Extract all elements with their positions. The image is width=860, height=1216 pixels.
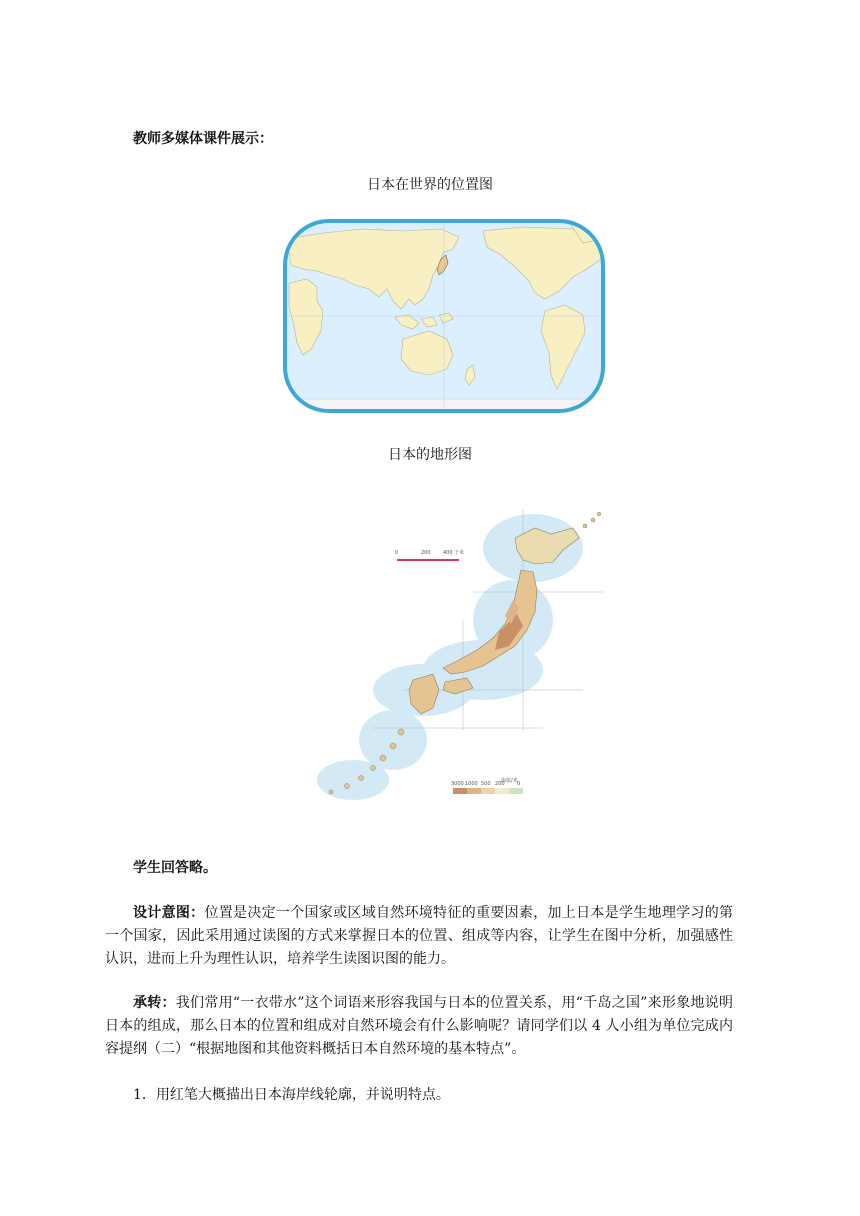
section-heading: 教师多媒体课件展示： [133, 131, 273, 147]
transition-label: 承转： [133, 995, 176, 1011]
legend-value-0: 0 [517, 781, 521, 787]
japan-terrain-map [283, 500, 613, 822]
transition-text: 我们常用“一衣带水”这个词语来形容我国与日本的位置关系，用“千岛之国”来形象地说明日本的组成，那么日本的位置和组成对自然环境会有什么影响呢？请同学们以 4 人小组为单位完成内容提纲（二）“根据地图和其他资料概括日本自然环境的基本特点”。 [105, 995, 733, 1057]
elevation-legend [451, 777, 523, 794]
legend-title: 海拔/米 [501, 778, 518, 784]
world-location-map [283, 219, 605, 413]
legend-value-3000: 3000 [451, 781, 464, 787]
legend-value-1000: 1000 [465, 781, 478, 787]
world-map-caption: 日本在世界的位置图 [367, 177, 493, 193]
scale-label-400: 400 千米 [443, 550, 465, 556]
design-intent-text: 位置是决定一个国家或区域自然环境特征的重要因素，加上日本是学生地理学习的第一个国家，因此采用通过读图的方式来掌握日本的位置、组成等内容，让学生在图中分析，加强感性认识，进而上升为理性认识，培养学生读图识图的能力。 [105, 905, 734, 967]
student-answer-line: 学生回答略。 [133, 860, 217, 876]
transition-paragraph [105, 992, 733, 1061]
scale-label-200: 200 [421, 550, 431, 556]
legend-value-500: 500 [481, 781, 491, 787]
legend-value-200: 200 [495, 781, 505, 787]
scale-label-0: 0 [395, 550, 399, 556]
scale-bar [395, 549, 464, 560]
task-item-1: 1．用红笔大概描出日本海岸线轮廓，并说明特点。 [133, 1087, 450, 1103]
kuril-islands [583, 512, 601, 528]
design-intent-label: 设计意图： [133, 905, 205, 921]
terrain-map-caption: 日本的地形图 [388, 447, 472, 463]
design-intent-paragraph [105, 902, 733, 971]
